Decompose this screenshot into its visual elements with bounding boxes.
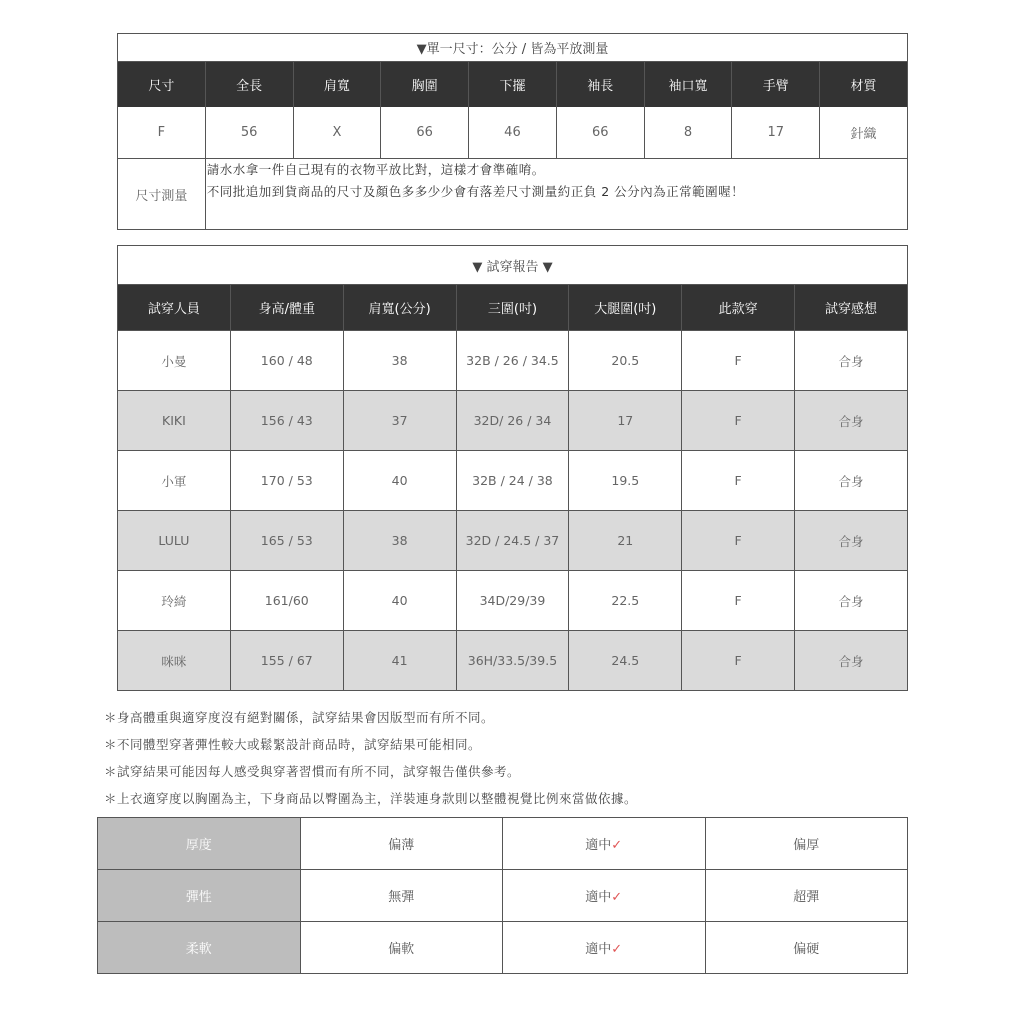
- fit-cell: 36H/33.5/39.5: [456, 631, 569, 691]
- fit-header: 此款穿: [682, 285, 795, 331]
- fit-cell: 19.5: [569, 451, 682, 511]
- fit-cell: 40: [343, 451, 456, 511]
- size-header: 尺寸: [118, 62, 206, 108]
- fit-cell: 20.5: [569, 331, 682, 391]
- fit-cell: 合身: [795, 631, 908, 691]
- fit-cell: 32B / 26 / 34.5: [456, 331, 569, 391]
- fit-header: 肩寬(公分): [343, 285, 456, 331]
- fit-note: ＊不同體型穿著彈性較大或鬆緊設計商品時，試穿結果可能相同。: [104, 737, 482, 752]
- texture-low-label: 無彈: [388, 890, 415, 905]
- size-header: 袖長: [556, 62, 644, 108]
- fit-cell: F: [682, 571, 795, 631]
- fit-cell: F: [682, 391, 795, 451]
- fit-cell: 小軍: [118, 451, 231, 511]
- fit-header: 大腿圍(吋): [569, 285, 682, 331]
- size-value: 66: [381, 107, 469, 159]
- fit-cell: 32B / 24 / 38: [456, 451, 569, 511]
- fit-cell: F: [682, 631, 795, 691]
- texture-attr-cell: [98, 870, 301, 922]
- fit-cell: 37: [343, 391, 456, 451]
- texture-low-cell: [300, 818, 503, 870]
- texture-mid-cell: [503, 922, 706, 974]
- size-value: 46: [469, 107, 557, 159]
- fit-cell: 小曼: [118, 331, 231, 391]
- fit-cell: 32D / 24.5 / 37: [456, 511, 569, 571]
- texture-high-cell: [705, 922, 908, 974]
- size-header: 全長: [205, 62, 293, 108]
- texture-high-label: 偏厚: [793, 838, 820, 853]
- fit-cell: 155 / 67: [230, 631, 343, 691]
- texture-attr-cell: [98, 922, 301, 974]
- size-value: X: [293, 107, 381, 159]
- fit-cell: 38: [343, 511, 456, 571]
- texture-attr-label: 柔軟: [185, 942, 212, 957]
- texture-low-cell: [300, 870, 503, 922]
- texture-mid-label: 適中: [585, 838, 612, 853]
- fit-cell: 合身: [795, 451, 908, 511]
- fit-row: [118, 631, 908, 691]
- fit-cell: 38: [343, 331, 456, 391]
- fit-header: 身高/體重: [230, 285, 343, 331]
- fit-report-table: [117, 245, 908, 691]
- texture-high-cell: [705, 870, 908, 922]
- check-mark-icon: ✓: [611, 942, 623, 957]
- fit-row: [118, 511, 908, 571]
- check-mark-icon: ✓: [611, 890, 623, 905]
- size-chart-caption: ▼單一尺寸：公分 / 皆為平放測量: [118, 34, 908, 62]
- texture-mid-cell: [503, 870, 706, 922]
- fit-cell: 17: [569, 391, 682, 451]
- texture-mid-cell: [503, 818, 706, 870]
- texture-attr-label: 厚度: [185, 838, 212, 853]
- texture-low-cell: [300, 922, 503, 974]
- fit-cell: F: [682, 511, 795, 571]
- texture-table: [97, 817, 908, 974]
- texture-high-label: 超彈: [793, 890, 820, 905]
- texture-row: [98, 870, 908, 922]
- size-header: 袖口寬: [644, 62, 732, 108]
- fit-row: [118, 391, 908, 451]
- size-header: 胸圍: [381, 62, 469, 108]
- fit-cell: 合身: [795, 511, 908, 571]
- fit-cell: 21: [569, 511, 682, 571]
- fit-report-caption: ▼ 試穿報告 ▼: [118, 246, 908, 285]
- texture-row: [98, 922, 908, 974]
- size-value: F: [118, 107, 206, 159]
- size-note-line: 不同批追加到貨商品的尺寸及顏色多多少少會有落差尺寸測量約正負 2 公分內為正常範圍喔！: [206, 184, 745, 199]
- fit-notes-list: [104, 709, 637, 817]
- fit-cell: 合身: [795, 331, 908, 391]
- fit-cell: 合身: [795, 571, 908, 631]
- fit-cell: F: [682, 331, 795, 391]
- texture-row: [98, 818, 908, 870]
- check-mark-icon: ✓: [611, 838, 623, 853]
- size-note-text: [205, 159, 907, 230]
- fit-row: [118, 571, 908, 631]
- size-header: 下擺: [469, 62, 557, 108]
- texture-low-label: 偏薄: [388, 838, 415, 853]
- texture-high-label: 偏硬: [793, 942, 820, 957]
- fit-cell: 170 / 53: [230, 451, 343, 511]
- fit-cell: 156 / 43: [230, 391, 343, 451]
- texture-attr-cell: [98, 818, 301, 870]
- fit-cell: 玲綺: [118, 571, 231, 631]
- fit-cell: KIKI: [118, 391, 231, 451]
- size-value: 66: [556, 107, 644, 159]
- texture-high-cell: [705, 818, 908, 870]
- fit-row: [118, 331, 908, 391]
- fit-note: ＊上衣適穿度以胸圍為主，下身商品以臀圍為主，洋裝連身款則以整體視覺比例來當做依據。: [104, 791, 638, 806]
- size-chart-table: [117, 33, 908, 230]
- fit-header: 試穿人員: [118, 285, 231, 331]
- size-header: 手臂: [732, 62, 820, 108]
- texture-attr-label: 彈性: [185, 890, 212, 905]
- fit-row: [118, 451, 908, 511]
- fit-header: 試穿感想: [795, 285, 908, 331]
- texture-low-label: 偏軟: [388, 942, 415, 957]
- size-note-line: 請水水拿一件自己現有的衣物平放比對，這樣才會準確唷。: [206, 162, 545, 177]
- texture-mid-label: 適中: [585, 942, 612, 957]
- fit-cell: 合身: [795, 391, 908, 451]
- size-value: 針織: [820, 107, 908, 159]
- fit-cell: 34D/29/39: [456, 571, 569, 631]
- fit-cell: LULU: [118, 511, 231, 571]
- fit-cell: 22.5: [569, 571, 682, 631]
- texture-mid-label: 適中: [585, 890, 612, 905]
- fit-note: ＊身高體重與適穿度沒有絕對關係，試穿結果會因版型而有所不同。: [104, 710, 495, 725]
- fit-header: 三圍(吋): [456, 285, 569, 331]
- size-header: 肩寬: [293, 62, 381, 108]
- size-value: 17: [732, 107, 820, 159]
- size-value: 8: [644, 107, 732, 159]
- fit-cell: 咪咪: [118, 631, 231, 691]
- fit-cell: 160 / 48: [230, 331, 343, 391]
- fit-cell: 165 / 53: [230, 511, 343, 571]
- fit-cell: 24.5: [569, 631, 682, 691]
- size-note-label: 尺寸測量: [118, 159, 206, 230]
- size-header: 材質: [820, 62, 908, 108]
- fit-cell: 32D/ 26 / 34: [456, 391, 569, 451]
- fit-cell: F: [682, 451, 795, 511]
- fit-note: ＊試穿結果可能因每人感受與穿著習慣而有所不同，試穿報告僅供參考。: [104, 764, 521, 779]
- fit-cell: 40: [343, 571, 456, 631]
- fit-cell: 161/60: [230, 571, 343, 631]
- size-value: 56: [205, 107, 293, 159]
- fit-cell: 41: [343, 631, 456, 691]
